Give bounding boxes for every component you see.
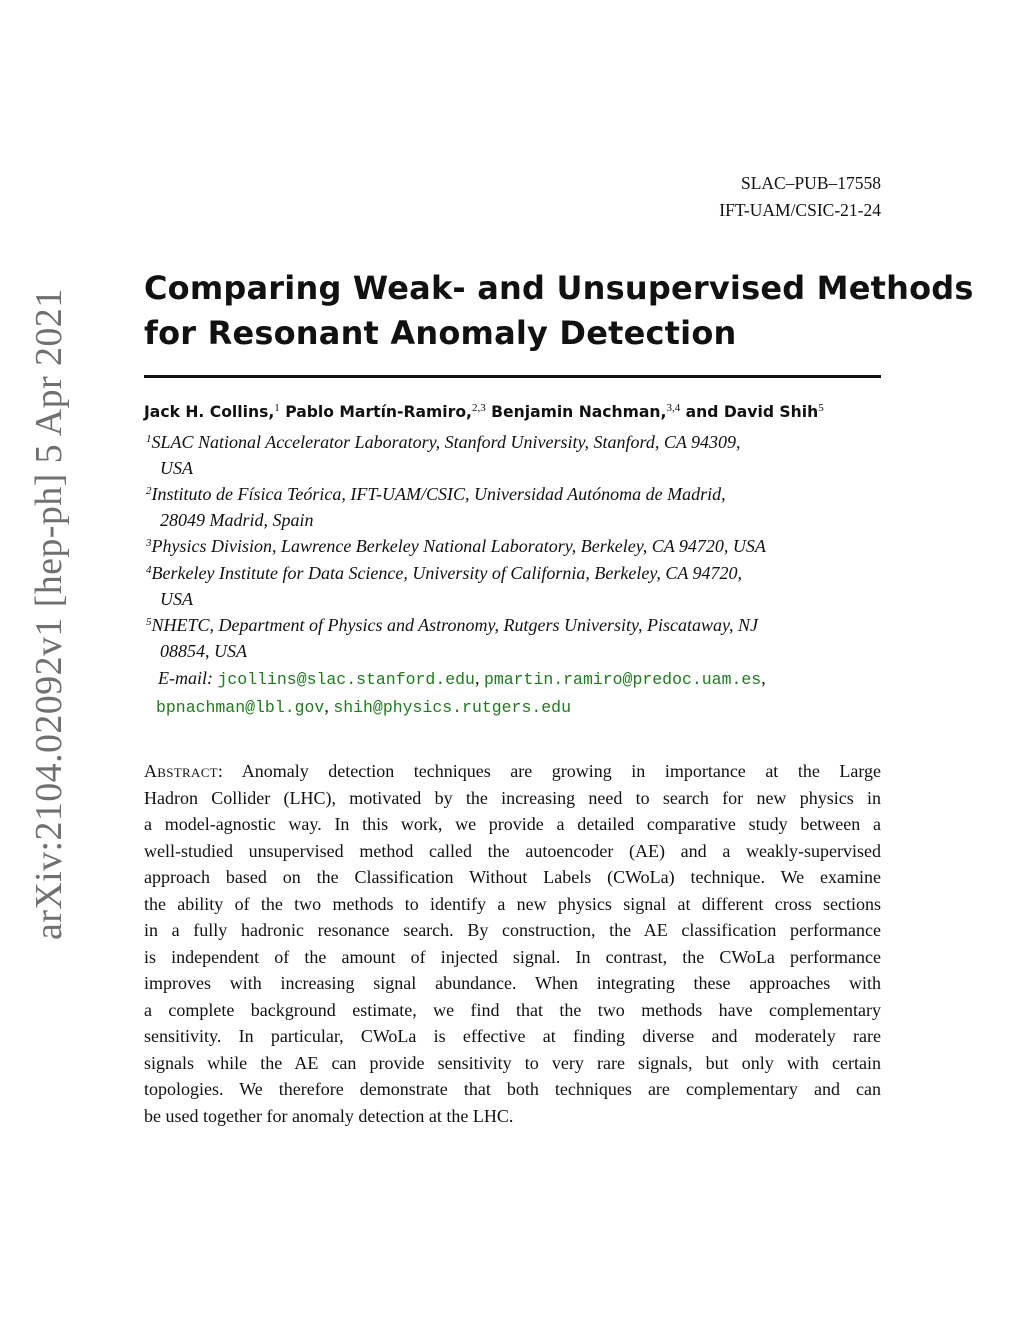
abstract-line: Abstract: Anomaly detection techniques are growing in importance at the Large (144, 761, 881, 781)
abstract-heading: Abstract: (144, 761, 224, 781)
paper-title-line-1: Comparing Weak- and Unsupervised Methods (144, 269, 974, 307)
affiliation-1: $^1$SLAC National Accelerator Laboratory, Stanford University, Stanford, CA 94309, USA (146, 432, 741, 478)
report-number-ift: IFT-UAM/CSIC-21-24 (719, 200, 881, 220)
email-link-collins[interactable]: jcollins@slac.stanford.edu (217, 670, 475, 689)
abstract-line: Hadron Collider (LHC), motivated by the increasing need to search for new physics in (144, 787, 881, 808)
author-collins: Jack H. Collins,$^1$ (144, 402, 280, 421)
affiliation-2: $^2$Instituto de Física Teórica, IFT-UAM/CSIC, Universidad Autónoma de Madrid, 28049 Madrid, Spain (146, 484, 726, 530)
affiliation-3: $^3$Physics Division, Lawrence Berkeley National Laboratory, Berkeley, CA 94720, USA (146, 536, 766, 556)
abstract (144, 758, 881, 1129)
abstract-line: signals while the AE can provide sensitivity to very rare signals, but only with certain (144, 1052, 881, 1073)
email-link-nachman[interactable]: bpnachman@lbl.gov (156, 698, 325, 717)
author-list (144, 400, 884, 424)
title-rule (144, 375, 881, 378)
report-number-slac: SLAC–PUB–17558 (740, 173, 881, 193)
email-block: E-mail: jcollins@slac.stanford.edu, pmartin.ramiro@predoc.uam.es, bpnachman@lbl.gov, shih@physics.rutgers.edu (156, 668, 766, 717)
abstract-line: sensitivity. In particular, CWoLa is effective at finding diverse and moderately rare (144, 1026, 881, 1046)
abstract-line: improves with increasing signal abundance. When integrating these approaches with (144, 973, 881, 993)
abstract-line: approach based on the Classification Without Labels (CWoLa) technique. We examine (144, 867, 881, 887)
author-shih: and David Shih$^5$ (685, 402, 824, 421)
author-nachman: Benjamin Nachman,$^{3,4}$ (491, 402, 681, 421)
abstract-line: is independent of the amount of injected signal. In contrast, the CWoLa performance (144, 946, 881, 967)
affiliation-5: $^5$NHETC, Department of Physics and Astronomy, Rutgers University, Piscataway, NJ 08854, USA (146, 615, 758, 661)
abstract-line: a complete background estimate, we find that the two methods have complementary (144, 999, 881, 1020)
abstract-line: the ability of the two methods to identify a new physics signal at different cross sections (144, 893, 881, 914)
abstract-line: a model-agnostic way. In this work, we provide a detailed comparative study between a (144, 814, 881, 834)
email-link-shih[interactable]: shih@physics.rutgers.edu (333, 698, 571, 717)
abstract-line: well-studied unsupervised method called the autoencoder (AE) and a weakly-supervised (144, 840, 881, 861)
arxiv-stamp: arXiv:2104.02092v1 [hep-ph] 5 Apr 2021 (28, 288, 70, 940)
affiliation-4: $^4$Berkeley Institute for Data Science, University of California, Berkeley, CA 94720, USA (146, 563, 743, 609)
email-link-martin-ramiro[interactable]: pmartin.ramiro@predoc.uam.es (483, 670, 762, 689)
abstract-line: be used together for anomaly detection at the LHC. (144, 1105, 514, 1126)
abstract-line: in a fully hadronic resonance search. By construction, the AE classification performance (144, 920, 881, 940)
email-label: E-mail: (158, 668, 213, 688)
abstract-line: topologies. We therefore demonstrate that both techniques are complementary and can (144, 1079, 881, 1099)
author-martin-ramiro: Pablo Martín-Ramiro,$^{2,3}$ (285, 402, 486, 421)
paper-title-line-2: for Resonant Anomaly Detection (144, 314, 737, 352)
